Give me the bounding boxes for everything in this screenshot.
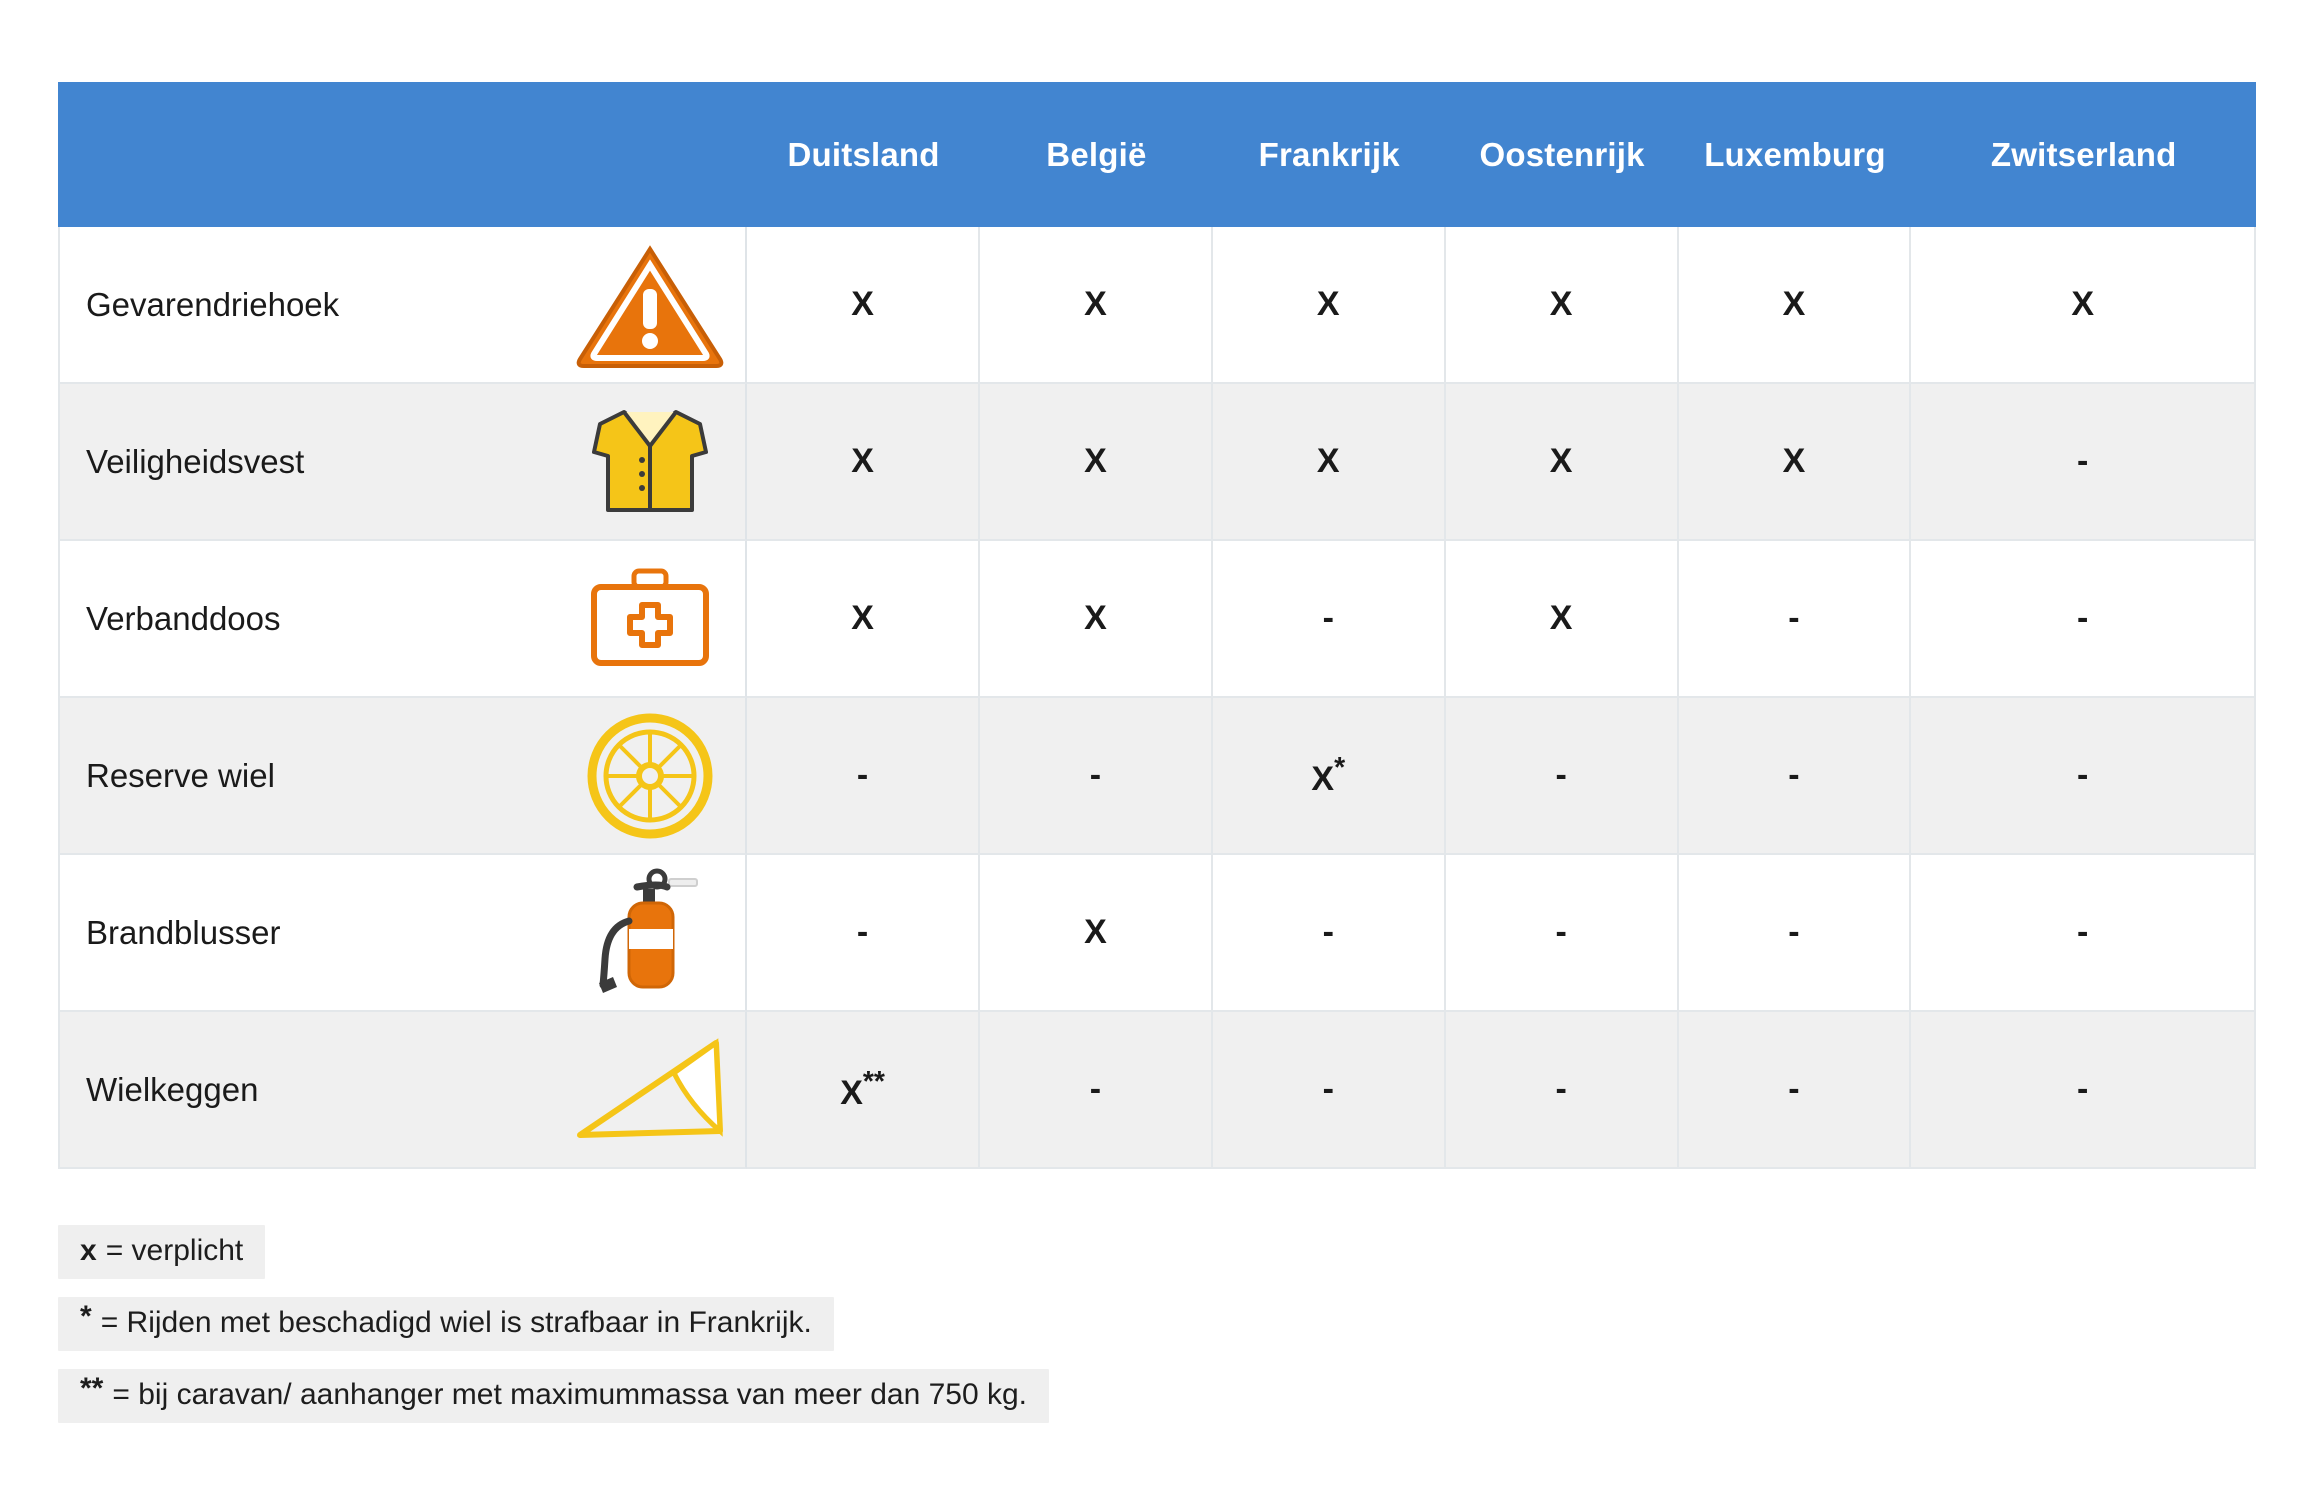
row-item-wielkeggen (58, 1012, 747, 1169)
legend-mark: x (80, 1234, 97, 1267)
cell-reserve-wiel-belgie: - (980, 698, 1213, 855)
row-item-brandblusser (58, 855, 747, 1012)
item-label: Wielkeggen (86, 1070, 259, 1108)
item-label: Veiligheidsvest (86, 442, 305, 480)
legend-item-single-asterisk (58, 1297, 834, 1351)
legend-item-double-asterisk (58, 1369, 1049, 1423)
legend-mark: ** (80, 1372, 104, 1405)
table-row (58, 1012, 2256, 1169)
cell-brandblusser-duitsland: - (747, 855, 980, 1012)
column-header-zwitserland: Zwitserland (1911, 82, 2256, 227)
cell-gevarendriehoek-luxemburg: X (1679, 227, 1912, 384)
cell-brandblusser-belgie: X (980, 855, 1213, 1012)
cell-verbanddoos-oostenrijk: X (1446, 541, 1679, 698)
cell-veiligheidsvest-luxemburg: X (1679, 384, 1912, 541)
cell-gevarendriehoek-zwitserland: X (1911, 227, 2256, 384)
legend-item-verplicht (58, 1225, 265, 1279)
table-row (58, 384, 2256, 541)
table-row (58, 855, 2256, 1012)
row-item-verbanddoos (58, 541, 747, 698)
table-row (58, 227, 2256, 384)
cell-wielkeggen-duitsland: X** (747, 1012, 980, 1169)
column-header-belgie: België (980, 82, 1213, 227)
cell-verbanddoos-belgie: X (980, 541, 1213, 698)
cell-veiligheidsvest-frankrijk: X (1213, 384, 1446, 541)
cell-wielkeggen-zwitserland: - (1911, 1012, 2256, 1169)
table-header-row (58, 82, 2256, 227)
legend-text: = verplicht (105, 1234, 244, 1267)
cell-reserve-wiel-frankrijk: X* (1213, 698, 1446, 855)
legend-text: = Rijden met beschadigd wiel is strafbaar in Frankrijk. (100, 1306, 812, 1339)
legend-mark: * (80, 1300, 92, 1333)
item-label: Brandblusser (86, 913, 281, 951)
cell-wielkeggen-frankrijk: - (1213, 1012, 1446, 1169)
spare-wheel-icon (555, 701, 745, 851)
cell-gevarendriehoek-oostenrijk: X (1446, 227, 1679, 384)
cell-veiligheidsvest-oostenrijk: X (1446, 384, 1679, 541)
safety-vest-icon (555, 387, 745, 537)
cell-wielkeggen-oostenrijk: - (1446, 1012, 1679, 1169)
warning-triangle-icon (555, 230, 745, 380)
cell-reserve-wiel-zwitserland: - (1911, 698, 2256, 855)
cell-brandblusser-luxemburg: - (1679, 855, 1912, 1012)
cell-brandblusser-frankrijk: - (1213, 855, 1446, 1012)
cell-gevarendriehoek-frankrijk: X (1213, 227, 1446, 384)
item-label: Gevarendriehoek (86, 285, 340, 323)
footnote-marker: * (1334, 752, 1346, 785)
cell-gevarendriehoek-duitsland: X (747, 227, 980, 384)
cell-reserve-wiel-oostenrijk: - (1446, 698, 1679, 855)
column-header-oostenrijk: Oostenrijk (1446, 82, 1679, 227)
cell-veiligheidsvest-zwitserland: - (1911, 384, 2256, 541)
cell-brandblusser-oostenrijk: - (1446, 855, 1679, 1012)
footnote-marker: ** (862, 1066, 885, 1099)
first-aid-kit-icon (555, 544, 745, 694)
cell-veiligheidsvest-duitsland: X (747, 384, 980, 541)
cell-gevarendriehoek-belgie: X (980, 227, 1213, 384)
cell-reserve-wiel-luxemburg: - (1679, 698, 1912, 855)
column-header-frankrijk: Frankrijk (1213, 82, 1446, 227)
item-label: Verbanddoos (86, 599, 281, 637)
cell-verbanddoos-zwitserland: - (1911, 541, 2256, 698)
row-item-gevarendriehoek (58, 227, 747, 384)
cell-reserve-wiel-duitsland: - (747, 698, 980, 855)
table-head (58, 82, 2256, 227)
wheel-chock-icon (555, 1015, 745, 1165)
table-body (58, 227, 2256, 1169)
fire-extinguisher-icon (555, 858, 745, 1008)
cell-verbanddoos-luxemburg: - (1679, 541, 1912, 698)
cell-veiligheidsvest-belgie: X (980, 384, 1213, 541)
column-header-duitsland: Duitsland (747, 82, 980, 227)
column-header-item (58, 82, 747, 227)
table-row (58, 698, 2256, 855)
column-header-luxemburg: Luxemburg (1679, 82, 1912, 227)
table-row (58, 541, 2256, 698)
cell-verbanddoos-frankrijk: - (1213, 541, 1446, 698)
row-item-veiligheidsvest (58, 384, 747, 541)
cell-brandblusser-zwitserland: - (1911, 855, 2256, 1012)
cell-wielkeggen-luxemburg: - (1679, 1012, 1912, 1169)
cell-wielkeggen-belgie: - (980, 1012, 1213, 1169)
legend-text: = bij caravan/ aanhanger met maximummassa van meer dan 750 kg. (112, 1378, 1027, 1411)
row-item-reserve-wiel (58, 698, 747, 855)
requirements-table (58, 82, 2256, 1169)
requirements-table-container (58, 82, 2256, 1169)
cell-verbanddoos-duitsland: X (747, 541, 980, 698)
legend (58, 1225, 1658, 1441)
item-label: Reserve wiel (86, 756, 275, 794)
